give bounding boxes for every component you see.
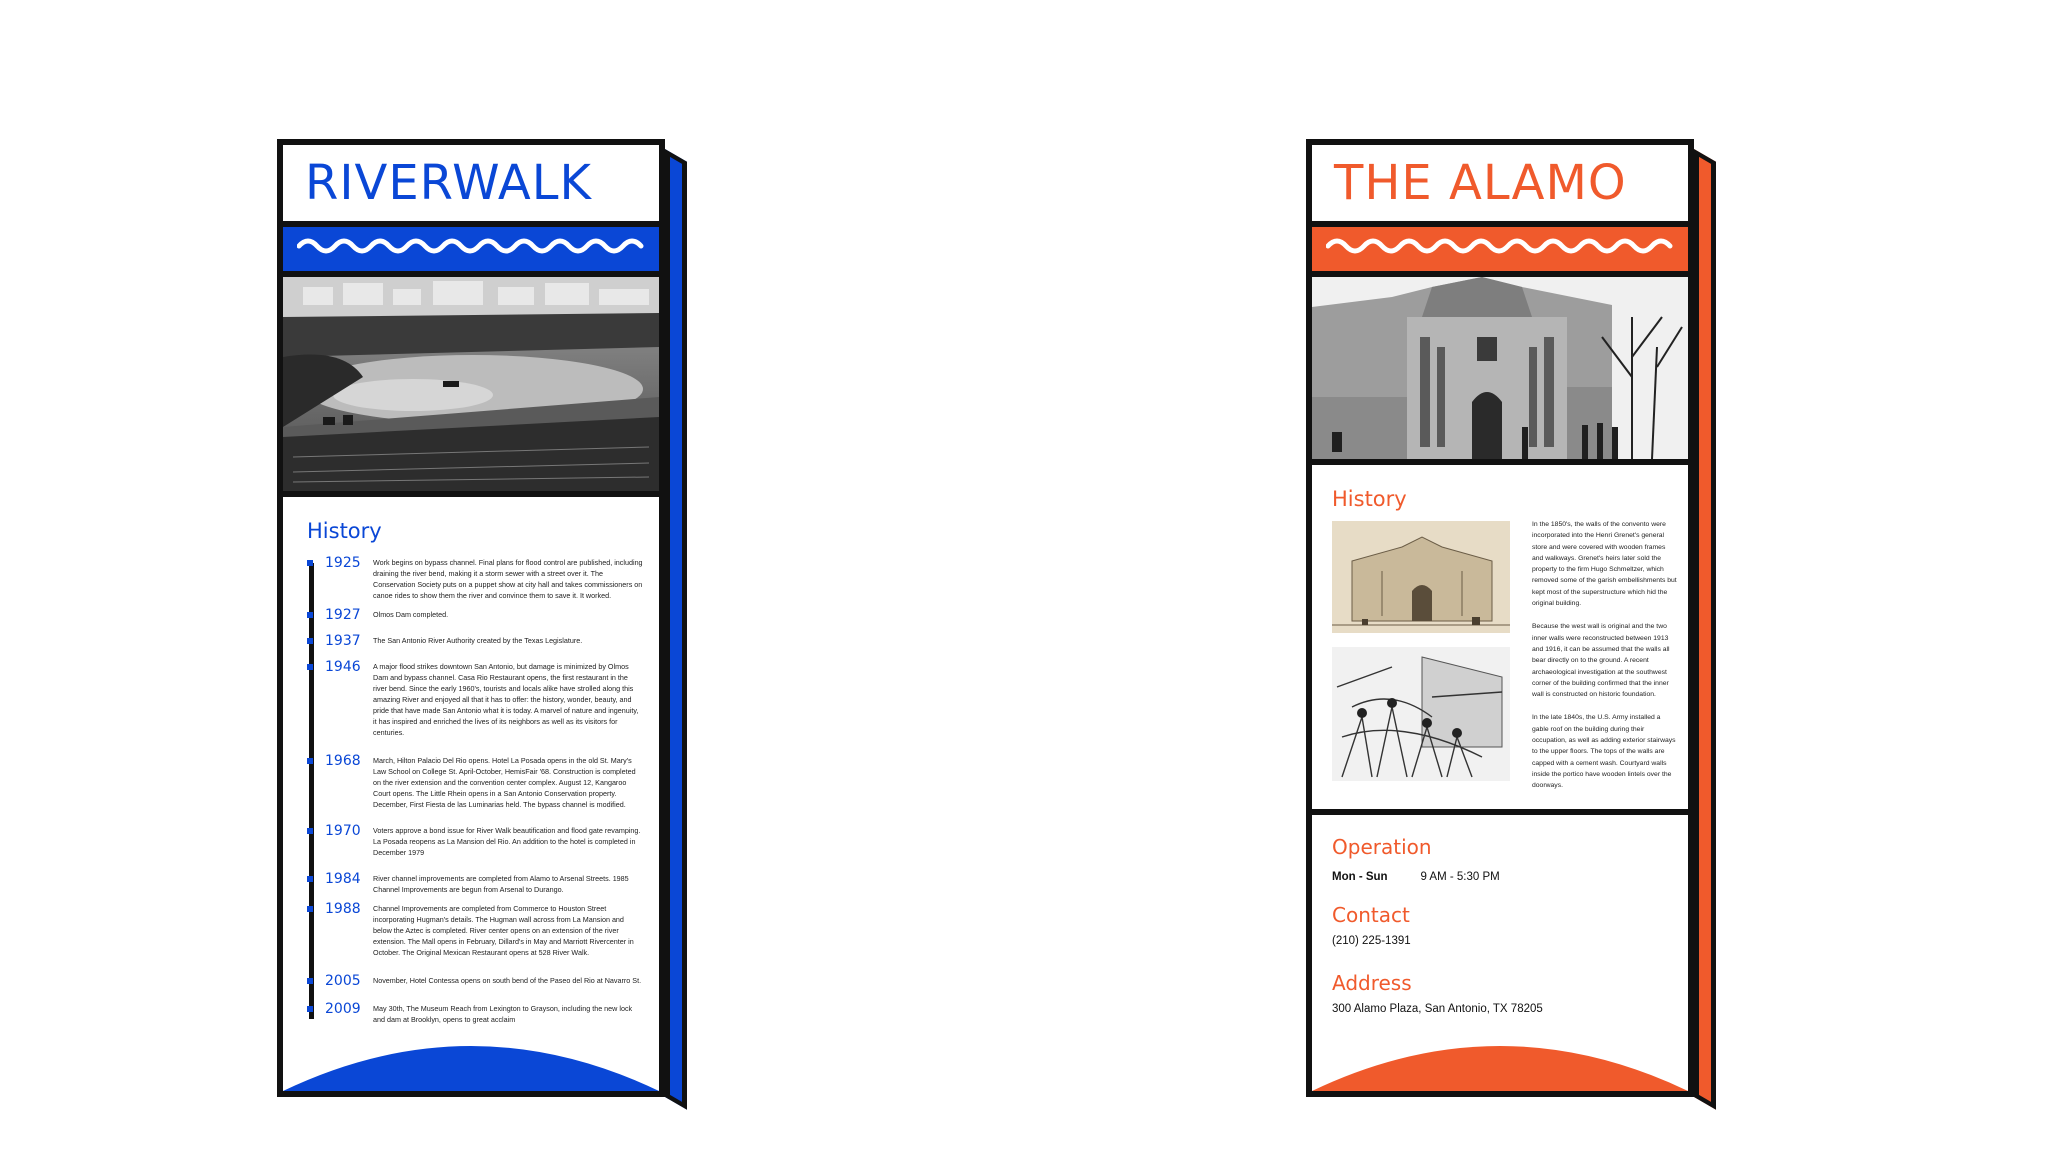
alamo-panel-side: [1694, 149, 1716, 1110]
alamo-address: [1332, 971, 1543, 1015]
timeline-year: 1937: [325, 633, 361, 649]
timeline-marker: [307, 906, 313, 912]
timeline-year: 2009: [325, 1001, 361, 1017]
riverwalk-wave-band: [283, 221, 659, 277]
riverwalk-history-heading: History: [307, 519, 382, 543]
alamo-facade-photo: [1312, 277, 1688, 465]
riverwalk-panel-side: [665, 149, 687, 1110]
alamo-history-heading: History: [1332, 487, 1407, 511]
timeline-year: 1925: [325, 555, 361, 571]
timeline-text: Olmos Dam completed.: [373, 610, 449, 619]
contact-phone[interactable]: (210) 225-1391: [1332, 935, 1411, 947]
timeline-marker: [307, 828, 313, 834]
timeline-year: 2005: [325, 973, 361, 989]
timeline-text: May 30th, The Museum Reach from Lexington to Grayson, including the new lock and dam at Brooklyn, opens to great acclaim: [373, 1004, 633, 1024]
timeline-marker: [307, 612, 313, 618]
operation-hours: 9 AM - 5:30 PM: [1420, 871, 1500, 883]
alamo-title: THE ALAMO: [1334, 155, 1627, 211]
timeline-marker: [307, 758, 313, 764]
timeline-text: River channel improvements are completed from Alamo to Arsenal Streets. 1985 Channel Improvements are begun from Arsenal to Durango.: [373, 874, 629, 894]
timeline-line: [309, 563, 314, 1019]
alamo-history-paragraph: In the late 1840s, the U.S. Army installed a gable roof on the building during their occupation, as well as adding exterior stairways to the upper floors. The tops of the walls are capped with a cement wash. Courtyard walls inside the portico have wooden lintels over the doorways.: [1532, 714, 1676, 790]
timeline-year: 1946: [325, 659, 361, 675]
riverwalk-frame: [277, 139, 665, 1097]
timeline-text: A major flood strikes downtown San Antonio, but damage is minimized by Olmos Dam and bypass channel. Casa Rio Restaurant opens, the first restaurant in the river bend. Since the early 1960's, tourists and locals alike have strolled along this amazing River and enjoyed all that it has to offer: the history, wonder, beauty, and pride that have made San Antonio what it is today. A marvel of nature and ingenuity, it has inspired and enriched the lives of its neighbors as well as its visitors for centuries.: [373, 662, 639, 737]
alamo-wave-band: [1312, 221, 1688, 277]
timeline-marker: [307, 664, 313, 670]
alamo-history-text: [1532, 519, 1678, 804]
timeline-year: 1988: [325, 901, 361, 917]
operation-days: Mon - Sun: [1332, 871, 1388, 883]
timeline-marker: [307, 876, 313, 882]
timeline-text: Voters approve a bond issue for River Walk beautification and flood gate revamping. La Posada reopens as La Mansion del Rio. An addition to the hotel is completed in December 1979: [373, 826, 641, 857]
alamo-info-divider: [1312, 809, 1688, 815]
timeline-text: The San Antonio River Authority created by the Texas Legislature.: [373, 636, 583, 645]
timeline-marker: [307, 1006, 313, 1012]
alamo-sketch-2: [1332, 647, 1510, 781]
timeline-text: Work begins on bypass channel. Final plans for flood control are published, including draining the river bend, making it a storm sewer with a street over it. The Conservation Society puts on a puppet show at city hall and takes commissioners on canoe rides to show them the river and convince them to save it. It worked.: [373, 558, 643, 600]
alamo-contact: [1332, 903, 1411, 947]
timeline-marker: [307, 638, 313, 644]
alamo-panel: [1306, 139, 1694, 1097]
riverwalk-panel: [277, 139, 665, 1097]
address-heading: Address: [1332, 971, 1412, 995]
wave-icon: [1326, 235, 1676, 257]
timeline-marker: [307, 978, 313, 984]
alamo-frame: [1306, 139, 1694, 1097]
riverwalk-historic-photo: [283, 277, 659, 497]
alamo-sketch-1: [1332, 521, 1510, 633]
timeline-text: Channel Improvements are completed from Commerce to Houston Street incorporating Hugman's details. The Hugman wall across from La Mansion and below the Aztec is completed. River center opens on an extension of the river extension. The Mall opens in February, Dillard's in May and Marriott Rivercenter in October. The Original Mexican Restaurant opens at 528 River Walk.: [373, 904, 634, 957]
contact-heading: Contact: [1332, 903, 1410, 927]
timeline-text: November, Hotel Contessa opens on south bend of the Paseo del Rio at Navarro St.: [373, 976, 642, 985]
operation-heading: Operation: [1332, 835, 1432, 859]
timeline-year: 1984: [325, 871, 361, 887]
riverwalk-timeline: [307, 555, 647, 1025]
wave-icon: [297, 235, 647, 257]
timeline-text: March, Hilton Palacio Del Rio opens. Hotel La Posada opens in the old St. Mary's Law School on College St. April-October, HemisFair '68. Construction is completed on the river extension and the convention center complex. August 12, Kangaroo Court opens. The Little Rhein opens in a San Antonio Conservation property. December, First Fiesta de las Luminarias held. The bypass channel is modified.: [373, 756, 636, 809]
timeline-year: 1968: [325, 753, 361, 769]
alamo-history-paragraph: In the 1850's, the walls of the convento were incorporated into the Henri Grenet's general store and were covered with wooden frames and walkways. Grenet's heirs later sold the property to the firm Hugo Schmeltzer, which removed some of the garish embellishments but kept most of the superstructure which hid the original building.: [1532, 521, 1677, 608]
timeline-year: 1970: [325, 823, 361, 839]
alamo-history-paragraph: Because the west wall is original and the two inner walls were reconstructed between 1913 and 1916, it can be assumed that the walls all bear directly on to the ground. A recent archaeological investigation at the southwest corner of the building confirmed that the inner wall is constructed on historic foundation.: [1532, 623, 1670, 699]
timeline-marker: [307, 560, 313, 566]
address-value: 300 Alamo Plaza, San Antonio, TX 78205: [1332, 1003, 1543, 1015]
riverwalk-bottom-arc: [283, 1035, 659, 1091]
alamo-bottom-arc: [1312, 1035, 1688, 1091]
timeline-year: 1927: [325, 607, 361, 623]
alamo-operation: [1332, 835, 1500, 885]
riverwalk-title: RIVERWALK: [305, 155, 592, 211]
